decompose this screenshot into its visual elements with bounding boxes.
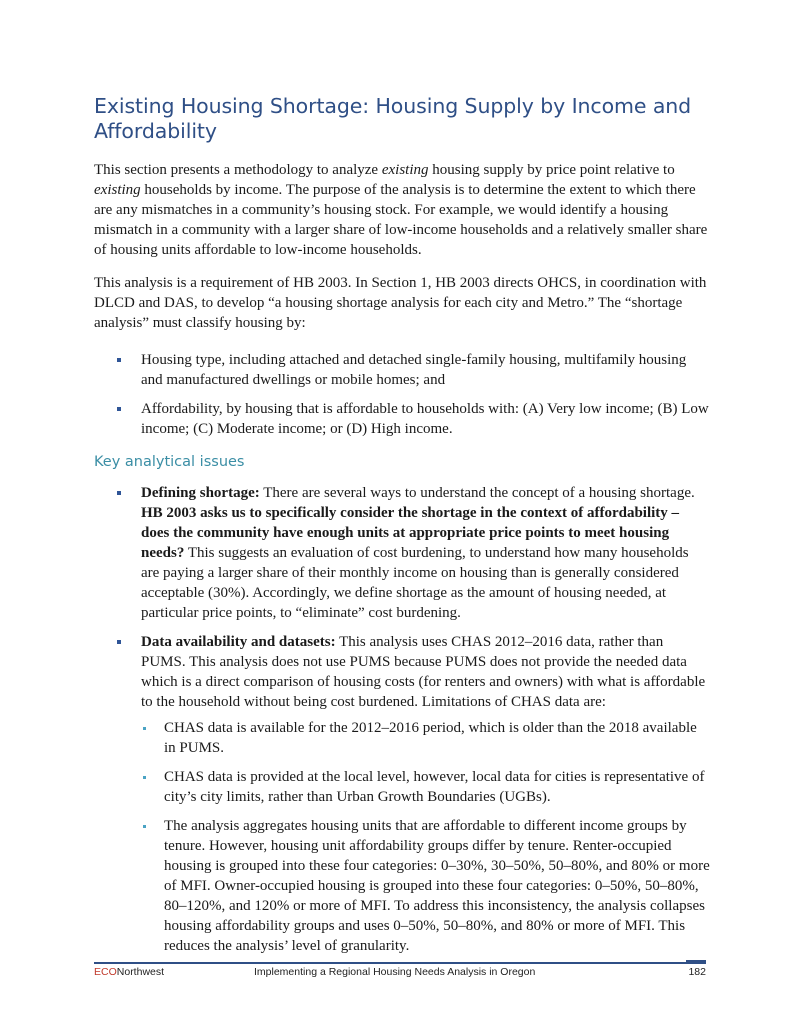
footer-divider-accent (686, 960, 706, 963)
classification-list (94, 350, 710, 439)
square-bullet-icon (117, 491, 121, 495)
emphasis-existing: existing (94, 182, 141, 198)
subheading-key-issues: Key analytical issues (94, 454, 245, 470)
small-bullet-icon (143, 727, 146, 730)
intro-paragraph-2: This analysis is a requirement of HB 2003. In Section 1, HB 2003 directs OHCS, in coordination with DLCD and DAS, to develop “a housing shortage analysis for each city and Metro.” The “shortage analysis” must classify housing by: (94, 275, 707, 331)
page-content (94, 94, 710, 965)
brand-northwest: Northwest (116, 966, 165, 978)
text-span: households by income. The purpose of the analysis is to determine the extent to which there are any mismatches in a community’s housing stock. For example, we would identify a housing mismatch in a community with a larger share of low-income households and a relatively smaller share of housing units affordable to low-income households. (94, 182, 708, 258)
text-span: housing supply by price point relative to (428, 162, 675, 178)
section-heading: Existing Housing Shortage: Housing Supply by Income and Affordability (94, 94, 692, 143)
list-item-text: CHAS data is provided at the local level, however, local data for cities is representative of city’s city limits, rather than Urban Growth Boundaries (UGBs). (164, 769, 705, 805)
bold-text: HB 2003 asks us to specifically consider the shortage in the context of affordability – does the community have enough units at appropriate price points to meet housing needs? (141, 505, 680, 561)
small-bullet-icon (143, 776, 146, 779)
intro-paragraph-1 (94, 160, 710, 260)
square-bullet-icon (117, 358, 121, 362)
text-span: This section presents a methodology to analyze (94, 162, 382, 178)
list-item (141, 350, 710, 390)
list-item-text: Affordability, by housing that is affordable to households with: (A) Very low income; (B) Low income; (C) Moderate income; or (D) High income. (141, 401, 709, 437)
issue-label: Data availability and datasets: (141, 634, 336, 650)
list-item-text: CHAS data is available for the 2012–2016 period, which is older than the 2018 available in PUMS. (164, 720, 697, 756)
list-item-text: The analysis aggregates housing units that are affordable to different income groups by tenure. However, housing unit affordability groups differ by tenure. Renter-occupied housing is grouped into these four categories: 0–30%, 30–50%, 50–80%, and 80% or more of MFI. Owner-occupied housing is grouped into these four categories: 0–50%, 50–80%, 80–120%, and 120% or more of MFI. To address this inconsistency, the analysis collapses housing affordability groups and uses 0–50%, 50–80%, and 80% or more of MFI. This reduces the analysis’ level of granularity. (164, 818, 710, 954)
limitations-list (141, 718, 710, 956)
issue-defining-shortage (141, 483, 710, 623)
list-item (141, 399, 710, 439)
small-bullet-icon (143, 825, 146, 828)
square-bullet-icon (117, 407, 121, 411)
list-item (164, 718, 710, 758)
list-item (164, 816, 710, 956)
list-item-text: Housing type, including attached and detached single-family housing, multifamily housing and manufactured dwellings or mobile homes; and (141, 352, 687, 388)
list-item (164, 767, 710, 807)
text-span: This suggests an evaluation of cost burdening, to understand how many households are paying a larger share of their monthly income on housing than is generally considered acceptable (30%). Accordingly, we define shortage as the amount of housing needed, at particular price points, to “eliminate” cost burdening. (141, 545, 689, 621)
brand-logo-text (94, 966, 164, 978)
page-footer (94, 966, 706, 980)
emphasis-existing: existing (381, 162, 429, 178)
text-span: There are several ways to understand the concept of a housing shortage. (259, 485, 695, 501)
square-bullet-icon (117, 640, 121, 644)
text-span: This analysis uses CHAS 2012–2016 data, rather than PUMS. This analysis does not use PUMS because PUMS does not provide the needed data which is a direct comparison of housing costs (for renters and owners) with what is affordable to the household without being cost burdened. Limitations of CHAS data are: (141, 634, 706, 710)
issue-label: Defining shortage: (141, 485, 260, 501)
page-number: 182 (688, 966, 706, 978)
brand-eco: ECO (94, 966, 117, 978)
footer-divider (94, 962, 706, 964)
issues-list (94, 483, 710, 956)
issue-data-availability (141, 632, 710, 956)
document-title: Implementing a Regional Housing Needs Analysis in Oregon (254, 966, 536, 978)
